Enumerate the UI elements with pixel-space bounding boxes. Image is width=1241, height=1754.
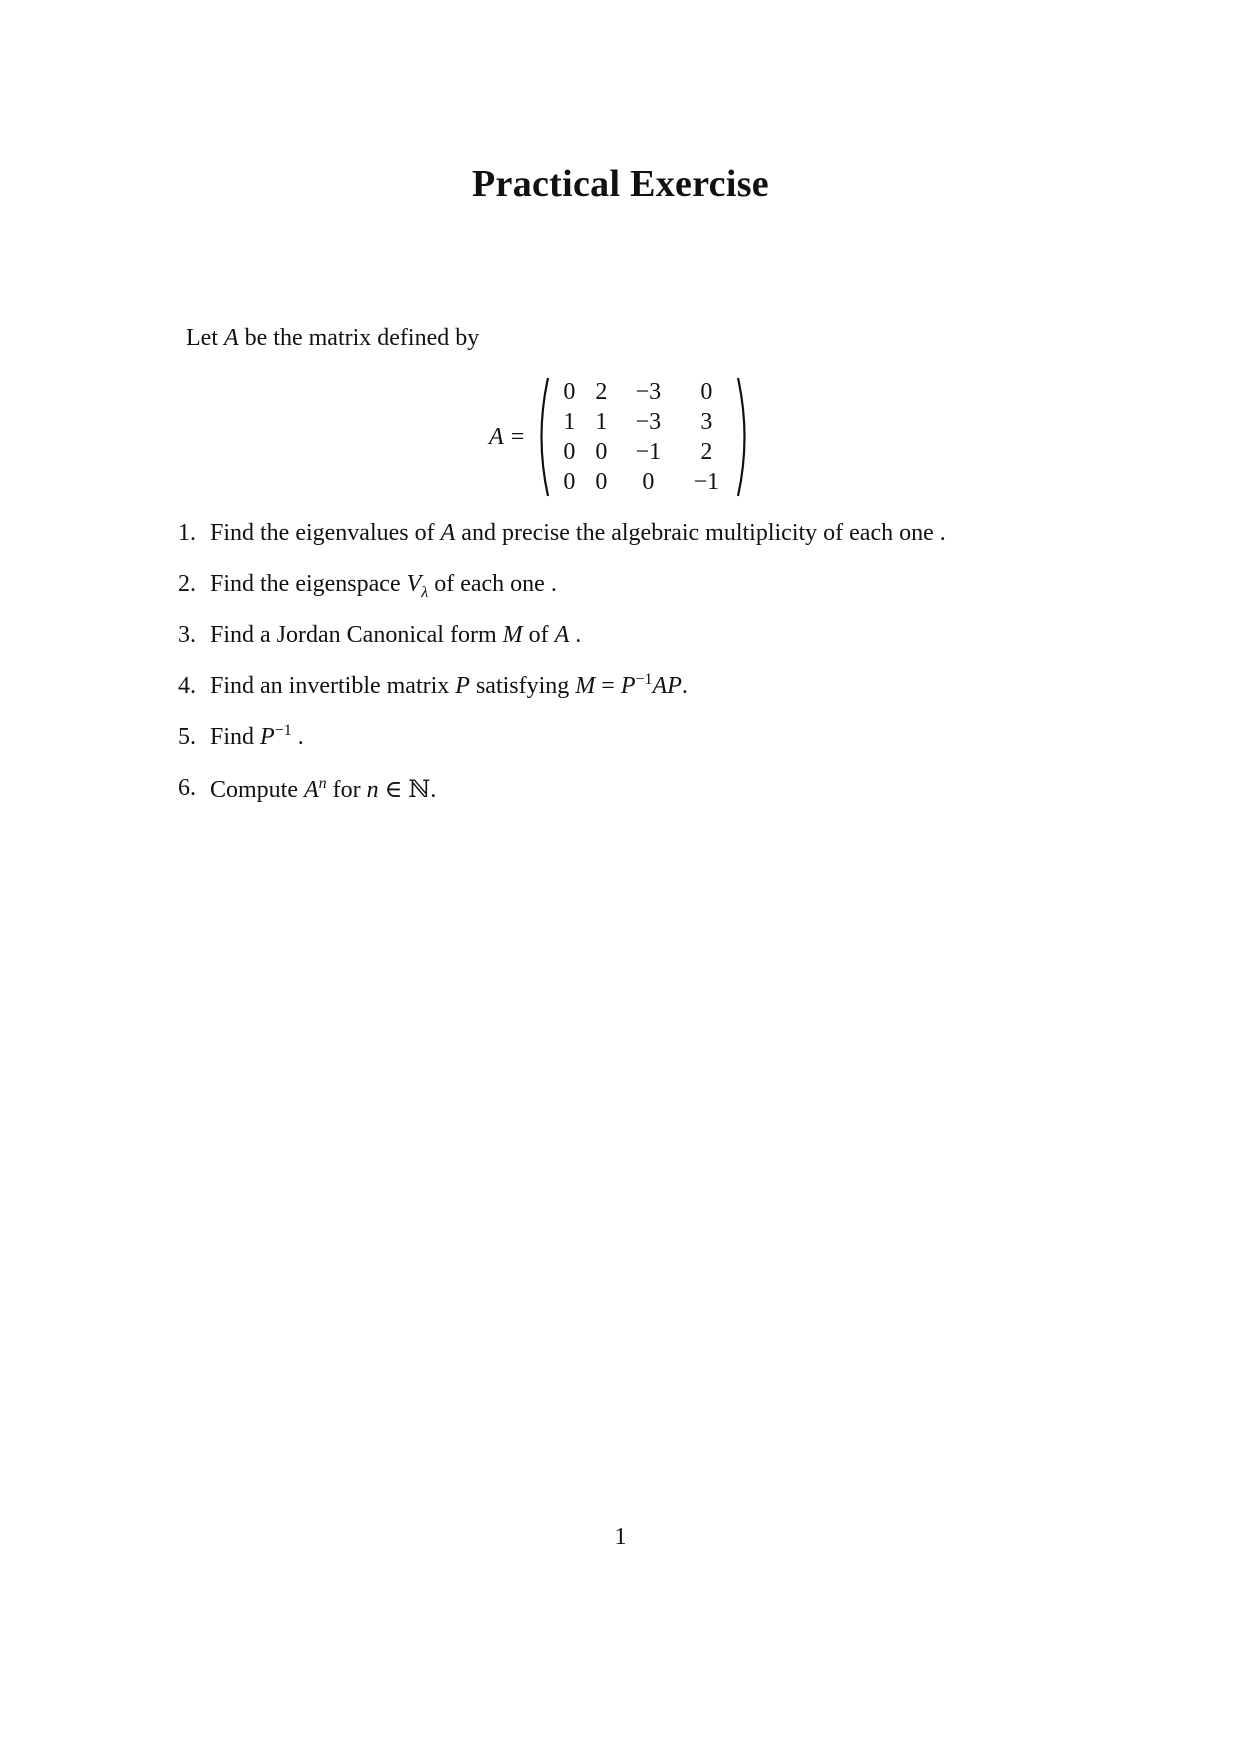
item-text	[210, 775, 436, 804]
exercise-item	[178, 520, 946, 571]
text-run: .	[569, 622, 582, 648]
intro-sentence	[186, 325, 479, 352]
exercise-item	[178, 571, 946, 622]
matrix-cell: −3	[635, 409, 662, 435]
math-symbol: P	[260, 724, 275, 750]
equation-lhs: A =	[489, 423, 526, 450]
math-operator: ∈	[378, 777, 409, 803]
item-number: 4.	[178, 673, 196, 699]
exercise-item	[178, 775, 946, 826]
page-title: Practical Exercise	[472, 163, 769, 205]
text-run: .	[430, 777, 437, 803]
matrix-grid	[553, 377, 733, 497]
text-run: and precise the algebraic multiplicity of each one .	[455, 520, 946, 546]
matrix-cell: 0	[700, 379, 713, 405]
matrix-cell: 0	[563, 379, 576, 405]
page-number: 1	[614, 1524, 627, 1550]
matrix-cell: 0	[642, 469, 655, 495]
matrix-cell: 2	[595, 379, 608, 405]
matrix-cell: −1	[635, 439, 662, 465]
item-text	[210, 724, 304, 751]
text-run: Find the eigenspace	[210, 571, 407, 597]
item-text	[210, 673, 688, 700]
matrix-cell: −1	[693, 469, 720, 495]
matrix-cell: 0	[595, 439, 608, 465]
matrix-cell: 1	[563, 409, 576, 435]
intro-symbol: A	[223, 325, 239, 351]
math-operator: =	[595, 673, 621, 699]
math-symbol: M	[502, 622, 523, 648]
item-text	[210, 622, 581, 649]
matrix-cell: 0	[563, 439, 576, 465]
matrix-cell: 0	[595, 469, 608, 495]
item-number: 3.	[178, 622, 196, 648]
text-run: satisfying	[469, 673, 576, 699]
math-symbol: V	[406, 571, 422, 597]
math-symbol: A	[440, 520, 456, 546]
exercise-list	[178, 520, 946, 826]
matrix-cell: 2	[700, 439, 713, 465]
text-run: .	[291, 724, 304, 750]
math-symbol: A	[554, 622, 570, 648]
item-number: 5.	[178, 724, 196, 750]
math-superscript: n	[318, 775, 327, 792]
text-run: Find a Jordan Canonical form	[210, 622, 503, 648]
matrix-cell: 1	[595, 409, 608, 435]
math-set-symbol: ℕ	[408, 777, 431, 803]
math-superscript: −1	[274, 722, 292, 739]
math-symbol: AP	[652, 673, 682, 699]
text-run: Compute	[210, 777, 304, 803]
intro-text-before: Let	[186, 325, 224, 351]
item-text	[210, 520, 946, 547]
item-number: 6.	[178, 775, 196, 801]
text-run: of	[522, 622, 555, 648]
matrix-cell: 0	[563, 469, 576, 495]
exercise-item	[178, 622, 946, 673]
item-text	[210, 571, 557, 601]
matrix-cell: −3	[635, 379, 662, 405]
math-symbol: P	[620, 673, 636, 699]
math-superscript: −1	[635, 671, 653, 688]
text-run: Find	[210, 724, 261, 750]
text-run: for	[326, 777, 367, 803]
text-run: Find the eigenvalues of	[210, 520, 441, 546]
left-parenthesis	[533, 376, 551, 498]
item-number: 1.	[178, 520, 196, 546]
item-number: 2.	[178, 571, 196, 597]
math-symbol: A	[304, 777, 319, 803]
text-run: of each one .	[428, 571, 557, 597]
math-symbol: P	[455, 673, 470, 699]
exercise-item	[178, 724, 946, 775]
math-subscript: λ	[421, 583, 429, 601]
matrix-cell: 3	[700, 409, 713, 435]
math-symbol: M	[575, 673, 596, 699]
text-run: Find an invertible matrix	[210, 673, 456, 699]
exercise-item	[178, 673, 946, 724]
matrix-equation	[489, 376, 753, 498]
intro-text-after: be the matrix defined by	[238, 325, 480, 351]
text-run: .	[681, 673, 688, 699]
math-symbol: n	[366, 777, 379, 803]
right-parenthesis	[735, 376, 753, 498]
